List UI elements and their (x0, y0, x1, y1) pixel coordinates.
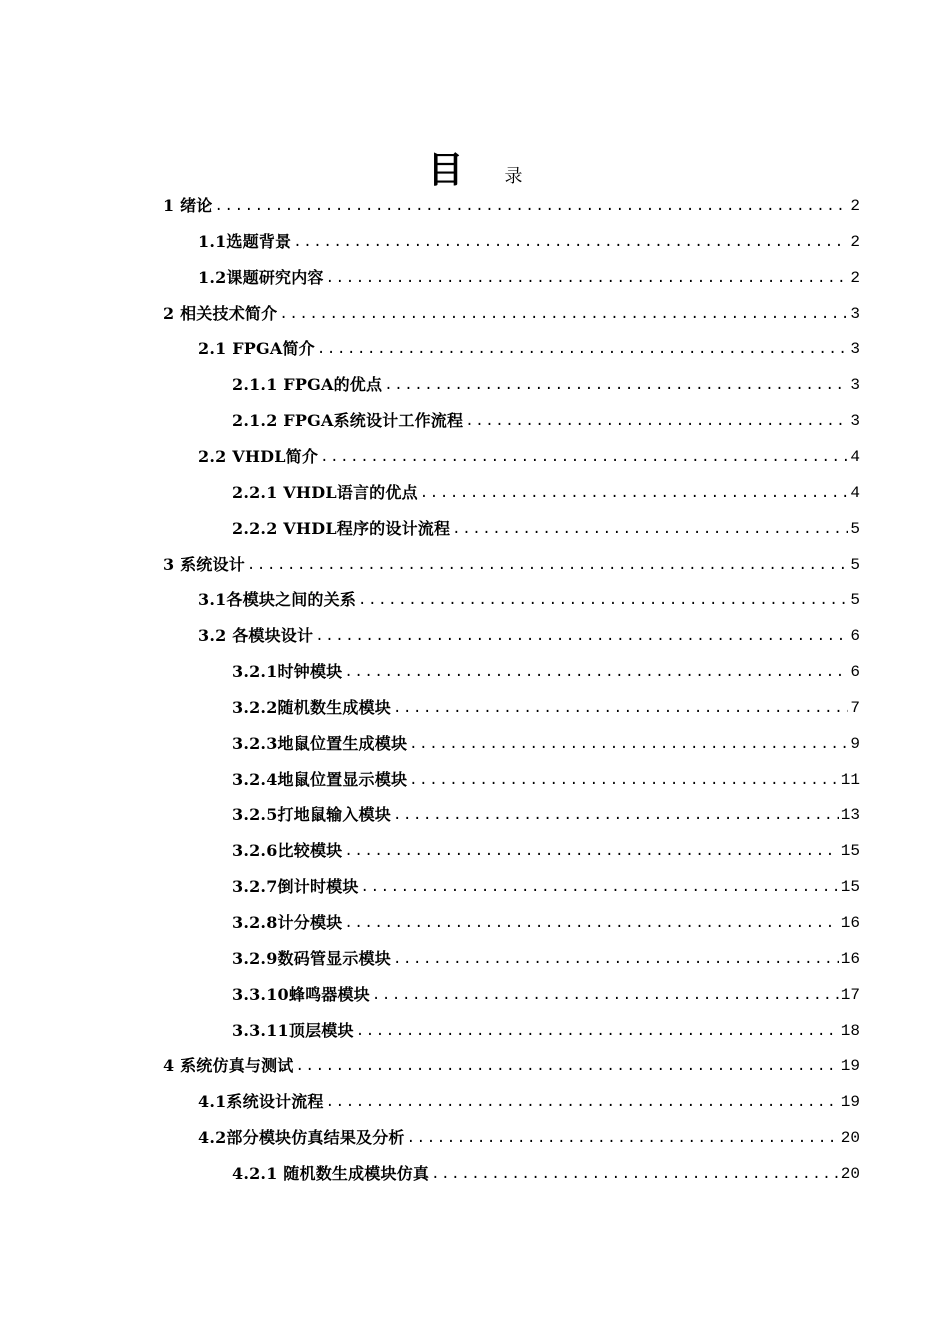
toc-entry-label: 2.1 FPGA简介 (198, 339, 315, 359)
toc-leader-dots (326, 268, 848, 288)
toc-leader-dots (465, 411, 848, 431)
toc-entry-label: 3.2.5打地鼠输入模块 (232, 805, 391, 825)
toc-entry-page: 18 (840, 1021, 860, 1040)
toc-entry-page: 5 (850, 555, 860, 574)
toc-leader-dots (452, 519, 848, 539)
toc-entry-page: 20 (840, 1164, 860, 1183)
toc-entry-page: 5 (850, 519, 860, 538)
toc-entry[interactable] (232, 971, 860, 1005)
toc-leader-dots (344, 662, 848, 682)
toc-entry-label: 3.2.9数码管显示模块 (232, 948, 391, 968)
toc-entry-label: 2.1.2 FPGA系统设计工作流程 (232, 411, 464, 431)
toc-entry[interactable] (232, 720, 860, 754)
toc-entry[interactable] (198, 433, 860, 467)
toc-entry-label: 4 系统仿真与测试 (163, 1056, 294, 1076)
toc-entry[interactable] (198, 325, 860, 359)
toc-entry-label: 1 绪论 (163, 196, 213, 215)
toc-entry-label: 3 系统设计 (163, 554, 245, 574)
toc-leader-dots (409, 734, 848, 754)
toc-entry-page: 15 (840, 878, 860, 897)
toc-entry-label: 3.2.1时钟模块 (232, 662, 343, 682)
toc-entry-page: 2 (850, 232, 860, 251)
toc-entry-page: 3 (850, 340, 860, 359)
toc-leader-dots (247, 555, 848, 575)
toc-leader-dots (344, 841, 838, 861)
toc-entry[interactable] (232, 1007, 860, 1041)
toc-entry-label: 4.2部分模块仿真结果及分析 (198, 1128, 405, 1148)
toc-entry-page: 16 (840, 914, 860, 932)
toc-entry-page: 3 (850, 376, 860, 395)
toc-leader-dots (361, 877, 839, 897)
toc-entry-label: 1.1选题背景 (198, 231, 292, 251)
toc-entry-page: 3 (850, 412, 860, 431)
toc-entry[interactable] (232, 827, 860, 861)
toc-entry-label: 3.2.6比较模块 (232, 841, 343, 861)
toc-entry[interactable] (163, 182, 860, 216)
toc-entry-label: 4.2.1 随机数生成模块仿真 (232, 1163, 430, 1183)
toc-entry-label: 2.1.1 FPGA的优点 (232, 375, 383, 395)
toc-entry[interactable] (232, 361, 860, 395)
toc-entry-page: 15 (840, 842, 860, 861)
toc-entry-label: 2 相关技术简介 (163, 303, 278, 323)
toc-leader-dots (384, 375, 848, 395)
toc-entry-label: 3.1各模块之间的关系 (198, 590, 357, 610)
toc-entry[interactable] (198, 218, 860, 252)
toc-entry[interactable] (198, 612, 860, 646)
toc-heading-sub: 录 (504, 166, 523, 187)
toc-entry[interactable] (232, 899, 860, 933)
toc-entry-label: 3.2.7倒计时模块 (232, 877, 359, 897)
toc-leader-dots (315, 626, 848, 646)
toc-entry[interactable] (232, 505, 860, 539)
toc-entry-label: 1.2课题研究内容 (198, 267, 324, 287)
toc-entry[interactable] (232, 863, 860, 897)
toc-entry[interactable] (232, 791, 860, 825)
toc-leader-dots (215, 196, 848, 216)
toc-leader-dots (431, 1164, 839, 1184)
toc-entry[interactable] (198, 254, 860, 288)
toc-entry[interactable] (198, 1078, 860, 1112)
toc-entry[interactable] (163, 290, 860, 324)
toc-leader-dots (393, 698, 848, 718)
toc-leader-dots (326, 1092, 839, 1112)
toc-entry-page: 11 (840, 770, 860, 789)
toc-entry-label: 3.2.3地鼠位置生成模块 (232, 733, 408, 753)
toc-entry-label: 3.2.2随机数生成模块 (232, 697, 391, 717)
toc-entry[interactable] (232, 648, 860, 682)
toc-entry[interactable] (163, 1042, 860, 1076)
toc-entry[interactable] (232, 397, 860, 431)
toc-entry-label: 3.2.4地鼠位置显示模块 (232, 769, 408, 789)
toc-entry-page: 16 (840, 949, 860, 968)
toc-leader-dots (420, 483, 848, 503)
toc-entry-label: 3.3.10蜂鸣器模块 (232, 984, 370, 1004)
toc-leader-dots (320, 447, 848, 467)
toc-leader-dots (344, 913, 838, 933)
toc-entry[interactable] (232, 684, 860, 718)
toc-leader-dots (317, 339, 848, 359)
toc-entry-page: 6 (850, 627, 860, 646)
toc-entry-label: 3.3.11顶层模块 (232, 1020, 354, 1040)
toc-leader-dots (409, 770, 839, 790)
toc-entry-page: 5 (850, 591, 860, 610)
toc-leader-dots (279, 304, 848, 324)
toc-entry-page: 4 (850, 447, 860, 466)
toc-entry-page: 6 (850, 663, 860, 682)
toc-entry-page: 4 (850, 483, 860, 502)
toc-entry-page: 20 (840, 1129, 860, 1148)
toc-entry-page: 9 (850, 734, 860, 753)
toc-heading-main: 目 (427, 149, 464, 191)
toc-entry-label: 4.1系统设计流程 (198, 1092, 324, 1112)
toc-entry[interactable] (232, 935, 860, 969)
toc-entry-page: 19 (840, 1057, 860, 1076)
toc-entry-page: 19 (840, 1093, 860, 1112)
toc-leader-dots (407, 1128, 839, 1148)
toc-entry-label: 3.2.8计分模块 (232, 913, 343, 932)
toc-leader-dots (372, 985, 839, 1005)
toc-entry[interactable] (198, 1114, 860, 1148)
toc-leader-dots (358, 590, 848, 610)
toc-entry-page: 2 (850, 268, 860, 287)
toc-entry-page: 2 (850, 197, 860, 215)
toc-entry[interactable] (198, 576, 860, 610)
toc-entry-label: 3.2 各模块设计 (198, 626, 314, 646)
toc-leader-dots (356, 1021, 839, 1041)
toc-entry-page: 17 (840, 985, 860, 1004)
toc-leader-dots (296, 1056, 839, 1076)
toc-entry-label: 2.2 VHDL简介 (198, 446, 319, 466)
toc-entry[interactable] (232, 469, 860, 503)
toc-entry-page: 7 (850, 698, 860, 717)
toc-entry[interactable] (163, 541, 860, 575)
toc-entry[interactable] (232, 756, 860, 790)
toc-leader-dots (393, 949, 839, 969)
toc-entry[interactable] (232, 1150, 860, 1184)
toc-entry-page: 13 (840, 806, 860, 825)
toc-entry-label: 2.2.2 VHDL程序的设计流程 (232, 518, 451, 538)
toc-leader-dots (293, 232, 848, 252)
toc-leader-dots (393, 805, 839, 825)
toc-entry-label: 2.2.1 VHDL语言的优点 (232, 482, 418, 502)
toc-entry-page: 3 (850, 304, 860, 323)
